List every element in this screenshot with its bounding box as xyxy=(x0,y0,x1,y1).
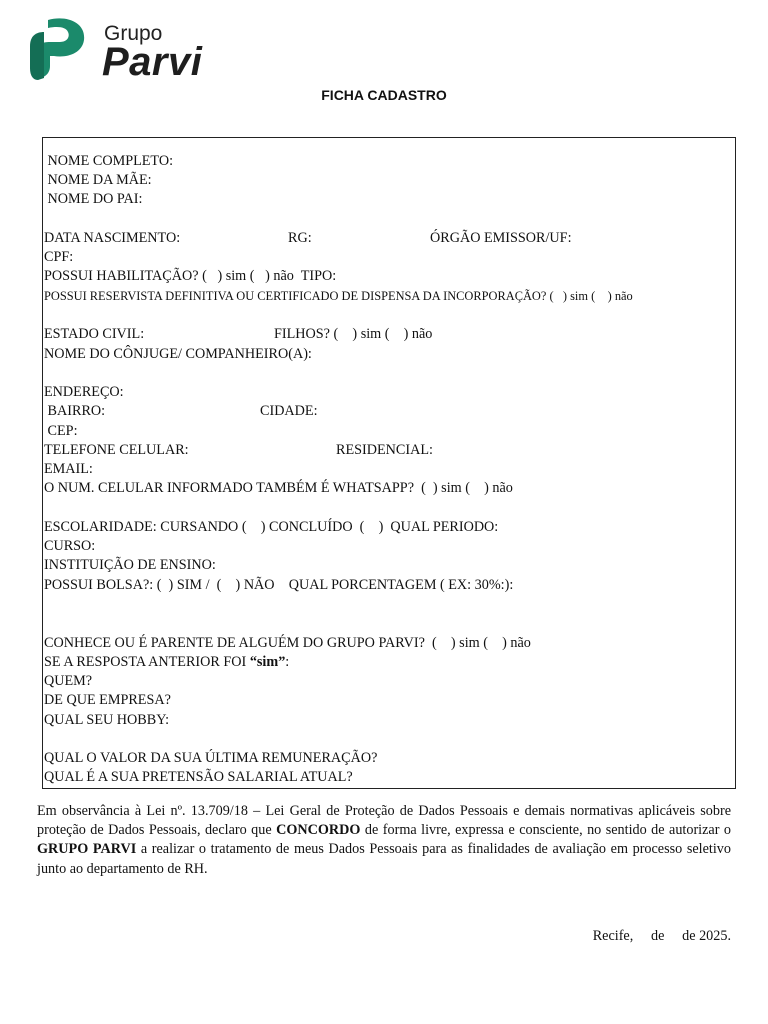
field-bairro[interactable]: BAIRRO: xyxy=(44,403,106,419)
page-title: FICHA CADASTRO xyxy=(321,87,447,103)
consent-bold-grupo-parvi: GRUPO PARVI xyxy=(37,841,137,858)
field-quem[interactable]: QUEM? xyxy=(44,673,93,689)
field-hobby[interactable]: QUAL SEU HOBBY: xyxy=(44,712,170,728)
field-empresa[interactable]: DE QUE EMPRESA? xyxy=(44,692,171,708)
logo-brand-top: Grupo xyxy=(104,22,163,45)
resposta-bold: “sim” xyxy=(249,654,286,670)
consent-bold-concordo: CONCORDO xyxy=(276,822,361,839)
resposta-pre: SE A RESPOSTA ANTERIOR FOI xyxy=(44,654,250,670)
field-pretensao[interactable]: QUAL É A SUA PRETENSÃO SALARIAL ATUAL? xyxy=(44,769,353,785)
field-estado-civil[interactable]: ESTADO CIVIL: xyxy=(44,326,145,342)
field-filhos[interactable]: FILHOS? ( ) sim ( ) não xyxy=(274,326,433,342)
field-instituicao[interactable]: INSTITUIÇÃO DE ENSINO: xyxy=(44,557,216,573)
parvi-logo-icon xyxy=(26,16,94,82)
field-nome-mae[interactable]: NOME DA MÃE: xyxy=(44,172,152,188)
field-curso[interactable]: CURSO: xyxy=(44,538,96,554)
field-bolsa[interactable]: POSSUI BOLSA?: ( ) SIM / ( ) NÃO QUAL PORCENTAGEM ( EX: 30%:): xyxy=(44,577,514,593)
field-cidade[interactable]: CIDADE: xyxy=(260,403,318,419)
consent-part1: Em observância à Lei nº. 13.709/18 – Lei Geral de Proteção de Dados Pessoais e demais normativas aplicáveis sobre proteção de Dados Pessoais, declaro que xyxy=(37,803,731,839)
field-endereco[interactable]: ENDEREÇO: xyxy=(44,384,124,400)
lgpd-consent-paragraph xyxy=(37,802,731,879)
field-rg[interactable]: RG: xyxy=(288,230,312,246)
field-remuneracao[interactable]: QUAL O VALOR DA SUA ÚLTIMA REMUNERAÇÃO? xyxy=(44,750,378,766)
field-cpf[interactable]: CPF: xyxy=(44,249,74,265)
resposta-post: : xyxy=(285,654,290,670)
field-orgao-emissor[interactable]: ÓRGÃO EMISSOR/UF: xyxy=(430,230,572,246)
date-line[interactable]: Recife, de de 2025. xyxy=(592,928,731,944)
field-escolaridade[interactable]: ESCOLARIDADE: CURSANDO ( ) CONCLUÍDO ( ) QUAL PERIODO: xyxy=(44,519,499,535)
field-email[interactable]: EMAIL: xyxy=(44,461,93,477)
consent-part2: de forma livre, expressa e consciente, no sentido de autorizar o xyxy=(360,822,731,839)
consent-part3: a realizar o tratamento de meus Dados Pessoais para as finalidades de avaliação em processo seletivo junto ao departamento de RH. xyxy=(37,841,731,877)
field-conjuge[interactable]: NOME DO CÔNJUGE/ COMPANHEIRO(A): xyxy=(44,346,312,362)
field-data-nascimento[interactable]: DATA NASCIMENTO: xyxy=(44,230,181,246)
field-nome-completo[interactable]: NOME COMPLETO: xyxy=(44,153,174,169)
logo-brand-main: Parvi xyxy=(102,40,203,84)
field-resposta-anterior xyxy=(44,653,289,671)
field-nome-pai[interactable]: NOME DO PAI: xyxy=(44,191,143,207)
field-residencial[interactable]: RESIDENCIAL: xyxy=(336,442,433,458)
field-whatsapp[interactable]: O NUM. CELULAR INFORMADO TAMBÉM É WHATSAPP? ( ) sim ( ) não xyxy=(44,480,513,496)
field-parente[interactable]: CONHECE OU É PARENTE DE ALGUÉM DO GRUPO PARVI? ( ) sim ( ) não xyxy=(44,635,531,651)
field-habilitacao[interactable]: POSSUI HABILITAÇÃO? ( ) sim ( ) não TIPO: xyxy=(44,268,337,284)
grupo-parvi-logo xyxy=(26,16,236,82)
field-reservista[interactable]: POSSUI RESERVISTA DEFINITIVA OU CERTIFICADO DE DISPENSA DA INCORPORAÇÃO? ( ) sim ( ) não xyxy=(44,289,633,303)
field-cep[interactable]: CEP: xyxy=(44,423,78,439)
field-telefone-celular[interactable]: TELEFONE CELULAR: xyxy=(44,442,189,458)
